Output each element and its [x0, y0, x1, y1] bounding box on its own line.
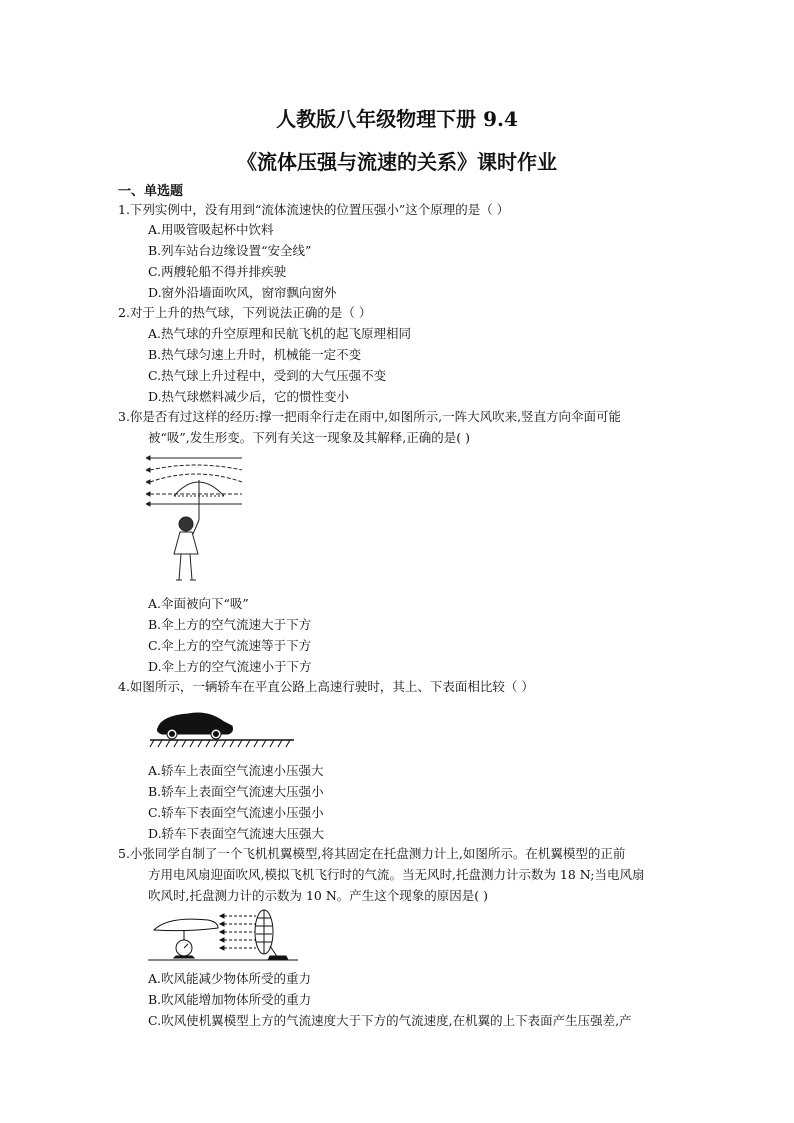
question-2-option-a: A.热气球的升空原理和民航飞机的起飞原理相同	[148, 326, 412, 341]
page-subtitle: 《流体压强与流速的关系》课时作业	[237, 150, 557, 174]
question-5-stem: 5.小张同学自制了一个飞机机翼模型,将其固定在托盘测力计上,如图所示。在机翼模型的正前	[118, 846, 626, 861]
question-1-option-c: C.两艘轮船不得并排疾驶	[148, 264, 287, 279]
question-3-option-a: A.伞面被向下“吸”	[148, 596, 249, 611]
question-4-option-a: A.轿车上表面空气流速小压强大	[148, 763, 324, 778]
car-on-road-figure	[148, 700, 296, 750]
question-3-stem-cont: 被“吸”,发生形变。下列有关这一现象及其解释,正确的是( )	[148, 430, 470, 445]
umbrella-girl-figure	[146, 450, 256, 590]
question-3-stem: 3.你是否有过这样的经历:撑一把雨伞行走在雨中,如图所示,一阵大风吹来,竖直方向伞面可能	[118, 409, 622, 424]
question-2-option-d: D.热气球燃料减少后，它的惯性变小	[148, 389, 350, 404]
question-1-option-b: B.列车站台边缘设置“安全线”	[148, 243, 312, 258]
question-1-option-a: A.用吸管吸起杯中饮料	[148, 222, 274, 237]
question-4-option-d: D.轿车下表面空气流速大压强大	[148, 826, 325, 841]
question-4-stem: 4.如图所示，一辆轿车在平直公路上高速行驶时，其上、下表面相比较（ ）	[118, 679, 534, 694]
question-1-stem: 1.下列实例中，没有用到“流体流速快的位置压强小”这个原理的是（ ）	[118, 202, 510, 217]
question-5-stem-cont-1: 方用电风扇迎面吹风,模拟飞机飞行时的气流。当无风时,托盘测力计示数为 18 N;当电风扇	[148, 867, 645, 882]
question-3-option-d: D.伞上方的空气流速小于下方	[148, 659, 312, 674]
question-4-option-c: C.轿车下表面空气流速小压强小	[148, 805, 324, 820]
question-1-option-d: D.窗外沿墙面吹风，窗帘飘向窗外	[148, 285, 337, 300]
question-4-option-b: B.轿车上表面空气流速大压强小	[148, 784, 324, 799]
question-5-option-b: B.吹风能增加物体所受的重力	[148, 992, 312, 1007]
question-3-option-c: C.伞上方的空气流速等于下方	[148, 638, 312, 653]
question-5-stem-cont-2: 吹风时,托盘测力计的示数为 10 N。产生这个现象的原因是( )	[148, 888, 488, 903]
wing-model-fan-figure	[148, 906, 298, 970]
question-3-option-b: B.伞上方的空气流速大于下方	[148, 617, 312, 632]
question-2-stem: 2.对于上升的热气球，下列说法正确的是（ ）	[118, 305, 372, 320]
question-2-option-b: B.热气球匀速上升时，机械能一定不变	[148, 347, 362, 362]
section-heading: 一、单选题	[118, 184, 184, 199]
question-5-option-a: A.吹风能减少物体所受的重力	[148, 971, 312, 986]
question-5-option-c: C.吹风使机翼模型上方的气流速度大于下方的气流速度,在机翼的上下表面产生压强差,产	[148, 1013, 632, 1028]
page-title: 人教版八年级物理下册 9.4	[276, 107, 518, 131]
question-2-option-c: C.热气球上升过程中，受到的大气压强不变	[148, 368, 387, 383]
